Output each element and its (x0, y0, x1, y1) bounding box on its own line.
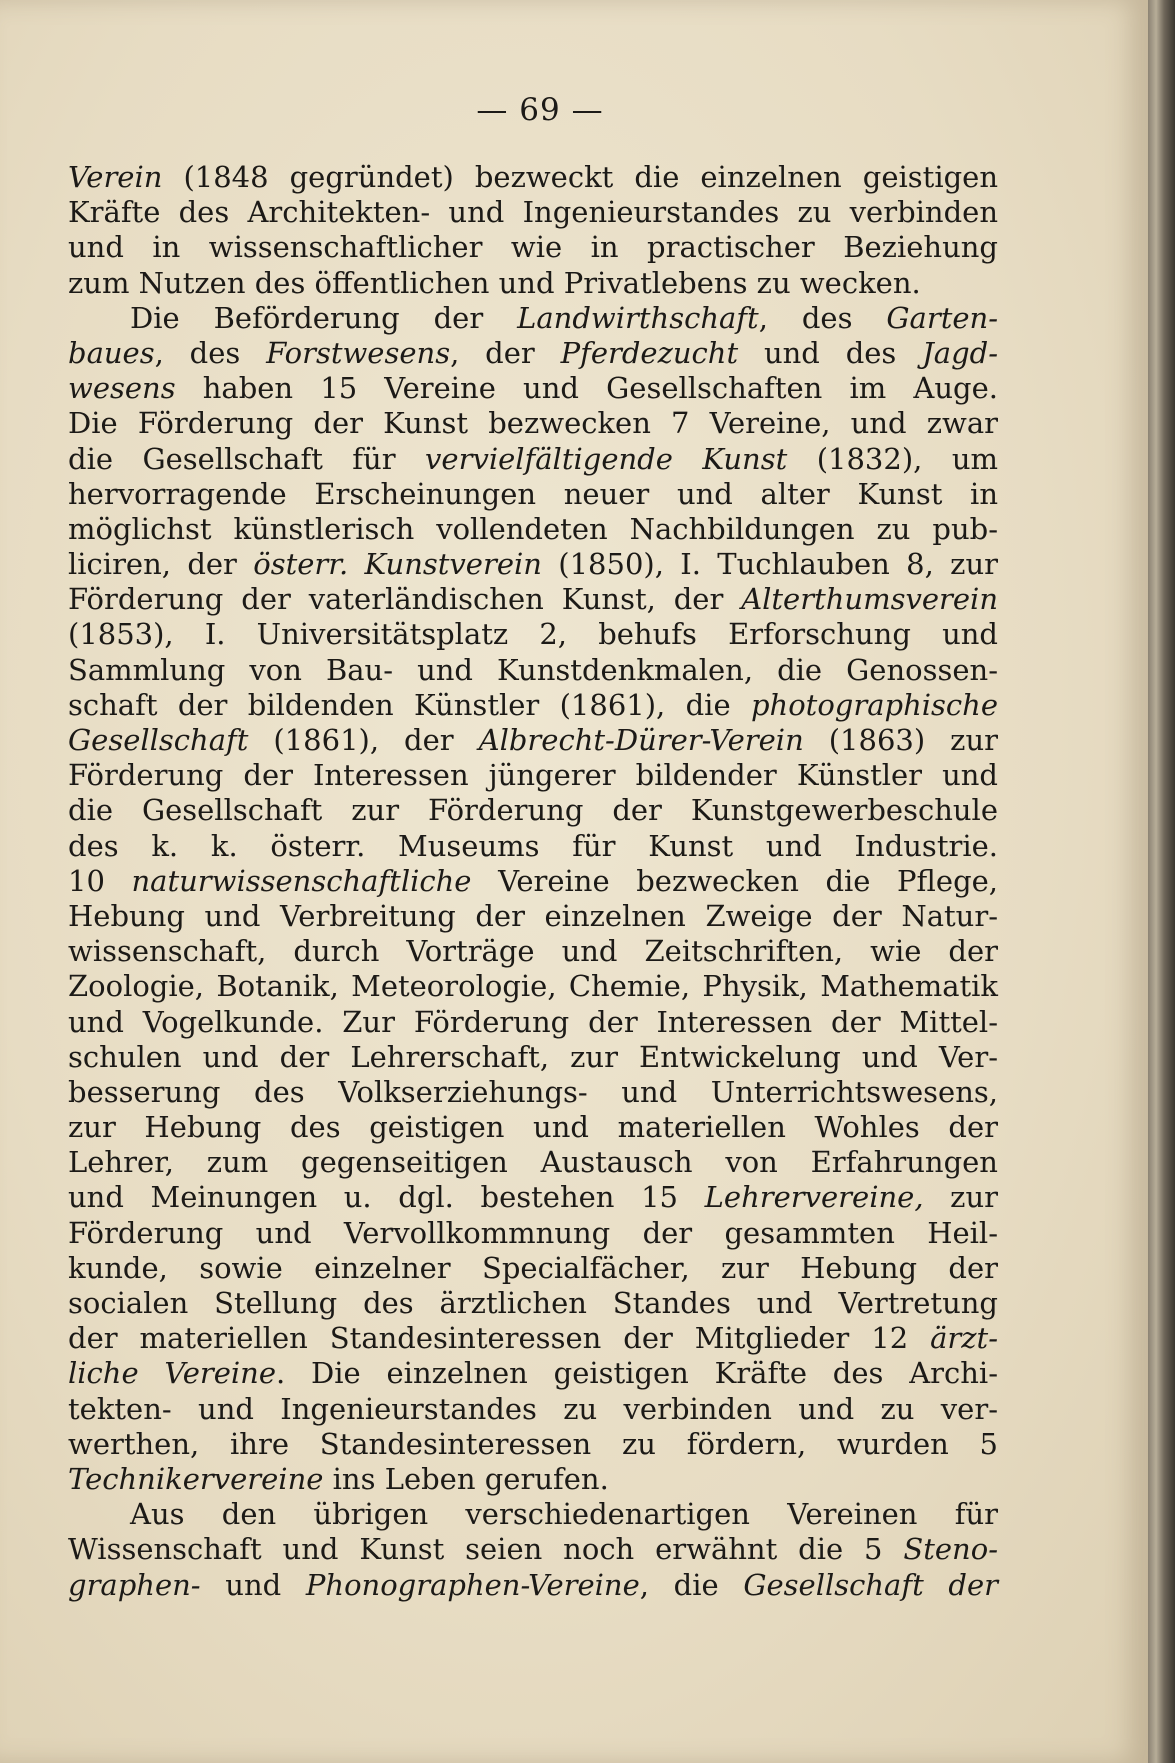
italic-text: ärzt- (930, 1321, 998, 1356)
text-segment: hervorragende Erscheinungen neuer und alter Kunst in (68, 476, 998, 511)
text-line (68, 1462, 998, 1497)
text-segment: die Gesellschaft zur Förderung der Kunstgewerbeschule (68, 793, 998, 828)
text-segment: Lehrer, zum gegenseitigen Austausch von Erfahrungen (68, 1145, 998, 1180)
italic-text: photographische (750, 687, 998, 722)
text-segment: der materiellen Standesinteressen der Mitglieder 12 (68, 1321, 931, 1356)
text-line (68, 547, 998, 582)
italic-text: Jagd- (922, 335, 999, 370)
text-segment: (1853), I. Universitätsplatz 2, behufs Erforschung und (68, 617, 998, 652)
text-line (68, 406, 998, 441)
italic-text: Alterthumsverein (741, 582, 998, 617)
italic-text: Garten- (886, 300, 999, 335)
text-segment: Die Förderung der Kunst bezwecken 7 Vereine, und zwar (68, 406, 998, 441)
text-line (68, 1392, 998, 1427)
text-segment: Zoologie, Botanik, Meteorologie, Chemie, Physik, Mathematik (68, 969, 998, 1004)
text-segment: socialen Stellung des ärztlichen Standes und Vertretung (68, 1286, 998, 1320)
text-line (68, 160, 998, 195)
text-line (68, 758, 998, 793)
italic-text: vervielfältigende Kunst (425, 441, 788, 476)
text-segment: zum Nutzen des öffentlichen und Privatlebens zu wecken. (68, 265, 921, 300)
text-segment: möglichst künstlerisch vollendeten Nachbildungen zu pub- (68, 511, 998, 546)
text-segment: Wissenschaft und Kunst seien noch erwähnt die 5 (68, 1532, 904, 1567)
text-line (68, 793, 998, 828)
text-line (68, 1286, 998, 1321)
italic-text: Landwirthschaft (517, 300, 759, 335)
page-number: — 69 — (476, 92, 604, 128)
text-segment: , des (154, 335, 267, 370)
text-segment: 10 (68, 863, 132, 898)
italic-text: Phonographen-Vereine (305, 1567, 640, 1602)
text-segment: (1861), der (248, 723, 479, 757)
text-segment: Hebung und Verbreitung der einzelnen Zweige der Natur- (68, 898, 998, 933)
text-segment: Kräfte des Architekten- und Ingenieurstandes zu verbinden (68, 195, 998, 230)
text-line (68, 266, 998, 301)
text-segment: und in wissenschaftlicher wie in practischer Beziehung (68, 230, 998, 265)
text-line (68, 1040, 998, 1075)
italic-text: Verein (68, 160, 163, 194)
italic-text: wesens (68, 371, 176, 406)
italic-text: naturwissenschaftliche (131, 863, 472, 898)
italic-text: Forstwesens (266, 335, 451, 370)
text-segment: Vereine bezwecken die Pflege, (471, 863, 999, 898)
text-line (68, 653, 998, 688)
text-segment: zur (923, 1180, 998, 1215)
text-segment: liciren, der (68, 547, 254, 582)
italic-text: österr. Kunstverein (253, 547, 542, 582)
text-segment: Sammlung von Bau- und Kunstdenkmalen, die Genossen- (68, 652, 998, 687)
text-segment: die Gesellschaft für (68, 441, 426, 476)
text-line (68, 1145, 998, 1180)
text-segment: Förderung und Vervollkommnung der gesammten Heil- (68, 1215, 998, 1250)
text-segment: schulen und der Lehrerschaft, zur Entwickelung und Ver- (68, 1039, 998, 1074)
text-segment: Die Beförderung der (130, 300, 518, 335)
text-line (68, 371, 998, 406)
text-segment: ins Leben gerufen. (323, 1461, 609, 1496)
text-line (68, 1075, 998, 1110)
italic-text: Gesellschaft (68, 723, 249, 757)
text-segment: haben 15 Vereine und Gesellschaften im Auge. (175, 371, 998, 406)
text-line (68, 1568, 998, 1603)
text-line (68, 1005, 998, 1040)
text-line (68, 1321, 998, 1356)
text-segment: tekten- und Ingenieurstandes zu verbinden und zu ver- (68, 1391, 998, 1426)
text-segment: schaft der bildenden Künstler (1861), die (68, 687, 751, 722)
text-line (68, 582, 998, 617)
text-line (68, 688, 998, 723)
text-segment: kunde, sowie einzelner Specialfächer, zur Hebung der (68, 1250, 998, 1285)
text-segment: und (200, 1567, 306, 1602)
text-segment: Förderung der vaterländischen Kunst, der (68, 582, 742, 617)
text-line (68, 617, 998, 652)
text-segment: und Meinungen u. dgl. bestehen 15 (68, 1180, 705, 1215)
text-line (68, 829, 998, 864)
italic-text: graphen- (68, 1567, 201, 1602)
page-edge (1148, 0, 1175, 1763)
body-text (68, 160, 998, 1603)
text-line (68, 477, 998, 512)
text-line (68, 1216, 998, 1251)
text-line (68, 336, 998, 371)
text-segment: (1832), um (787, 441, 998, 476)
text-line (68, 969, 998, 1004)
text-segment: und des (738, 335, 923, 370)
text-segment: , der (450, 335, 561, 370)
text-line (68, 1497, 998, 1532)
text-line (68, 934, 998, 969)
italic-text: Albrecht-Dürer-Verein (478, 723, 804, 757)
text-line (68, 864, 998, 899)
italic-text: Pferdezucht (560, 335, 739, 370)
text-line (68, 899, 998, 934)
text-line (68, 512, 998, 547)
text-line (68, 1251, 998, 1286)
text-segment: zur Hebung des geistigen und materiellen Wohles der (68, 1110, 998, 1145)
text-line (68, 1110, 998, 1145)
text-segment: (1863) zur (803, 723, 998, 757)
text-line (68, 442, 998, 477)
text-segment: des k. k. österr. Museums für Kunst und Industrie. (68, 828, 998, 863)
italic-text: Lehrervereine, (704, 1180, 924, 1215)
text-segment: (1850), I. Tuchlauben 8, zur (541, 547, 999, 582)
italic-text: Gesellschaft der (743, 1567, 998, 1602)
text-segment: (1848 gegründet) bezweckt die einzelnen geistigen (162, 160, 998, 194)
text-segment: und Vogelkunde. Zur Förderung der Interessen der Mittel- (68, 1004, 998, 1039)
italic-text: baues (68, 335, 155, 370)
text-segment: . Die einzelnen geistigen Kräfte des Archi- (276, 1356, 998, 1391)
text-segment: , die (639, 1567, 744, 1602)
text-segment: Aus den übrigen verschiedenartigen Vereinen für (130, 1497, 998, 1532)
text-line (68, 1356, 998, 1391)
text-segment: besserung des Volkserziehungs- und Unterrichtswesens, (68, 1074, 998, 1109)
italic-text: liche Vereine (68, 1356, 277, 1391)
text-segment: wissenschaft, durch Vorträge und Zeitschriften, wie der (68, 934, 998, 969)
text-segment: , des (758, 300, 887, 335)
text-line (68, 301, 998, 336)
text-line (68, 723, 998, 758)
text-line (68, 1427, 998, 1462)
text-line (68, 195, 998, 230)
italic-text: Steno- (903, 1532, 998, 1567)
italic-text: Technikervereine (68, 1461, 324, 1496)
text-line (68, 230, 998, 265)
text-segment: werthen, ihre Standesinteressen zu fördern, wurden 5 (68, 1426, 998, 1461)
text-segment: Förderung der Interessen jüngerer bildender Künstler und (68, 758, 998, 793)
text-line (68, 1180, 998, 1215)
text-line (68, 1532, 998, 1567)
